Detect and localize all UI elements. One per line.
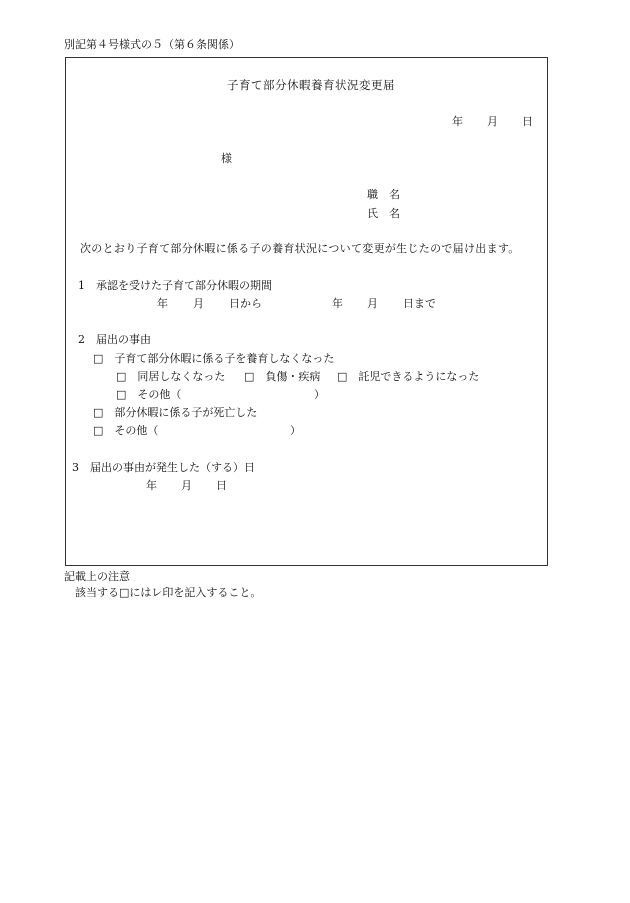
reason-sub-not-cohabiting[interactable]: □ 同居しなくなった [116, 370, 226, 383]
section1-from-month: 月 [193, 297, 204, 310]
section3-month: 月 [181, 479, 192, 492]
reason-sub-childcare-available[interactable]: □ 託児できるようになった [337, 370, 480, 383]
section1-to-day: 日まで [403, 297, 436, 310]
section1-heading: 1 承認を受けた子育て部分休暇の期間 [78, 279, 272, 292]
form-title: 子育て部分休暇養育状況変更届 [227, 78, 395, 92]
section1-to-year: 年 [332, 297, 343, 310]
section3-day: 日 [216, 479, 227, 492]
form-id-label: 別記第４号様式の５（第６条関係） [64, 38, 240, 51]
notes-heading: 記載上の注意 [64, 570, 130, 583]
reason-option-child-died[interactable]: □ 部分休暇に係る子が死亡した [93, 406, 258, 419]
form-frame [65, 57, 548, 566]
reason-option-other-close: ） [290, 424, 301, 437]
date-year: 年 [452, 115, 463, 128]
reason-option-no-longer-raising[interactable]: □ 子育て部分休暇に係る子を養育しなくなった [93, 352, 335, 365]
signer-position-label: 職 名 [367, 188, 400, 201]
addressee-label: 様 [221, 152, 232, 165]
section1-from-day: 日から [229, 297, 262, 310]
section1-from-year: 年 [157, 297, 168, 310]
section3-heading: 3 届出の事由が発生した（する）日 [72, 461, 255, 474]
reason-sub-other-close: ） [314, 388, 325, 401]
section1-to-month: 月 [367, 297, 378, 310]
reason-option-other-open[interactable]: □ その他（ [93, 424, 159, 437]
notes-body: 該当する□にはレ印を記入すること。 [75, 586, 262, 599]
signer-name-label: 氏 名 [367, 207, 400, 220]
date-month: 月 [487, 115, 498, 128]
section3-year: 年 [146, 479, 157, 492]
reason-sub-other-open[interactable]: □ その他（ [116, 388, 182, 401]
statement-text: 次のとおり子育て部分休暇に係る子の養育状況について変更が生じたので届け出ます。 [80, 242, 520, 255]
reason-sub-injury-illness[interactable]: □ 負傷・疾病 [244, 370, 321, 383]
section2-heading: 2 届出の事由 [78, 333, 151, 346]
date-day: 日 [522, 115, 533, 128]
